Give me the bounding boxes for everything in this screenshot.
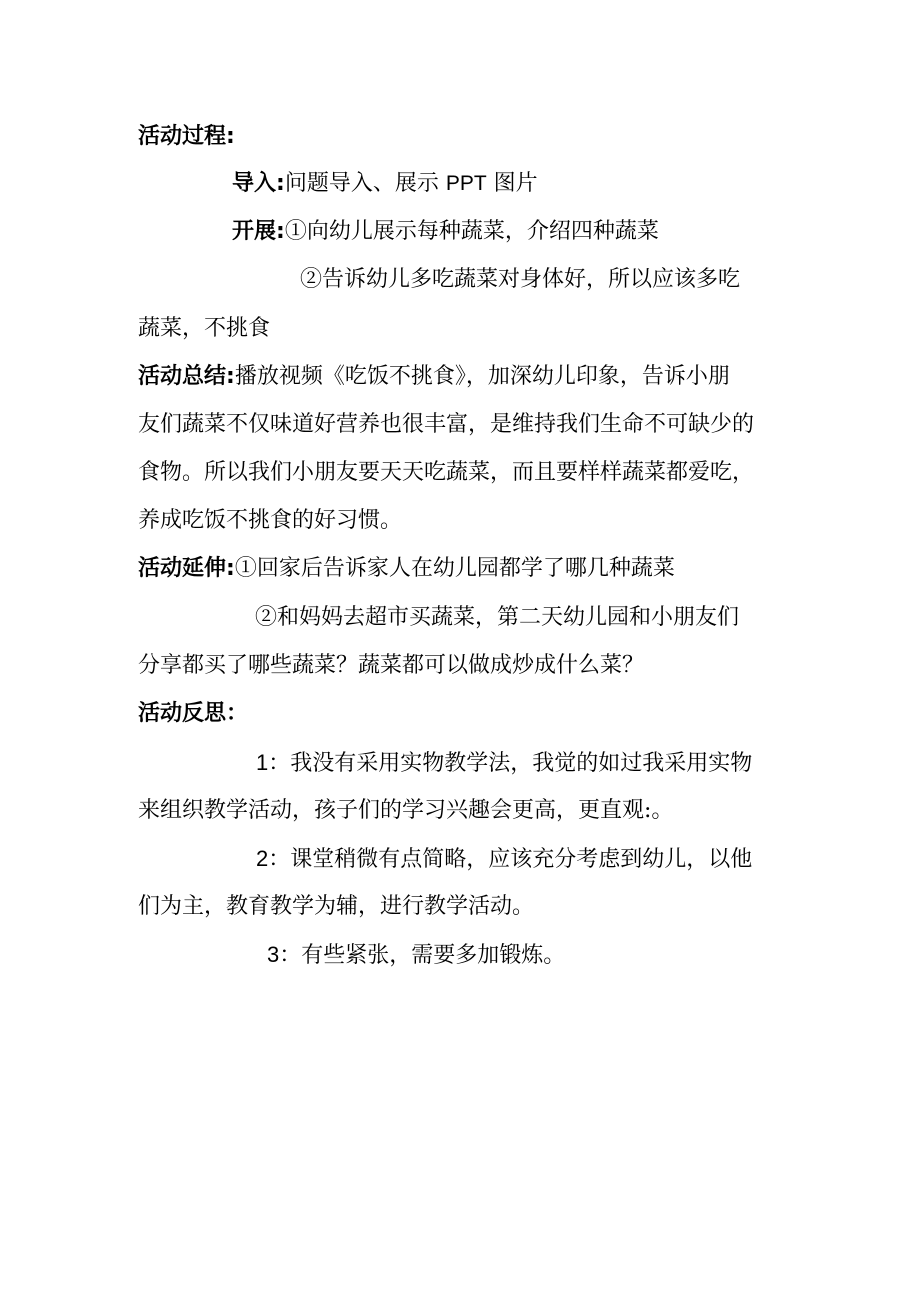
reflection-item-2-line-2: 们为主，教育教学为辅，进行教学活动。 xyxy=(138,894,535,919)
summary-label: 活动总结: xyxy=(138,364,235,389)
reflection-item-1-number: 1 xyxy=(256,750,269,775)
extension-label: 活动延伸: xyxy=(138,556,235,581)
extension-item-2-line-2: 分享都买了哪些蔬菜？蔬菜都可以做成炒成什么菜？ xyxy=(138,653,645,678)
extension-line-1 xyxy=(138,545,920,593)
develop-item-2-line-1: ②告诉幼儿多吃蔬菜对身体好，所以应该多吃 xyxy=(300,267,741,292)
develop-item-2-line-2: 蔬菜，不挑食 xyxy=(138,316,271,341)
reflection-item-1-line-1 xyxy=(256,739,920,787)
extension-item-1: ①回家后告诉家人在幼儿园都学了哪几种蔬菜 xyxy=(234,556,675,581)
develop-line-1 xyxy=(232,208,920,256)
develop-item-1: ①向幼儿展示每种蔬菜，介绍四种蔬菜 xyxy=(284,219,659,244)
summary-line-3: 食物。所以我们小朋友要天天吃蔬菜，而且要样样蔬菜都爱吃， xyxy=(138,460,755,485)
reflection-item-2-text: ：课堂稍微有点简略，应该充分考虑到幼儿，以他 xyxy=(268,847,753,872)
summary-line-1 xyxy=(138,353,920,401)
intro-text-2: 图片 xyxy=(486,171,538,196)
reflection-item-2-line-1 xyxy=(256,835,920,883)
extension-item-2-line-1: ②和妈妈去超市买蔬菜，第二天幼儿园和小朋友们 xyxy=(255,605,740,630)
reflection-item-3-line-1 xyxy=(267,931,920,979)
intro-label: 导入: xyxy=(232,171,285,196)
summary-line-4: 养成吃饭不挑食的好习惯。 xyxy=(138,508,403,533)
summary-text-1: 播放视频《吃饭不挑食》，加深幼儿印象，告诉小朋 xyxy=(234,364,730,389)
reflection-item-3-text: ：有些紧张，需要多加锻炼。 xyxy=(279,943,566,968)
summary-line-2: 友们蔬菜不仅味道好营养也很丰富，是维持我们生命不可缺少的 xyxy=(138,412,755,437)
reflection-item-2-number: 2 xyxy=(256,846,269,871)
process-heading: 活动过程: xyxy=(138,124,235,149)
intro-text-1: 问题导入、展示 xyxy=(284,171,446,196)
reflection-item-1-text: ：我没有采用实物教学法，我觉的如过我采用实物 xyxy=(268,751,753,776)
develop-label: 开展: xyxy=(232,219,285,244)
reflection-item-3-number: 3 xyxy=(267,942,280,967)
reflection-item-1-line-2: 来组织教学活动，孩子们的学习兴趣会更高，更直观:。 xyxy=(138,798,674,823)
intro-text-latin: PPT xyxy=(445,172,487,195)
intro-line xyxy=(232,160,920,208)
reflection-heading: 活动反思： xyxy=(138,701,249,726)
